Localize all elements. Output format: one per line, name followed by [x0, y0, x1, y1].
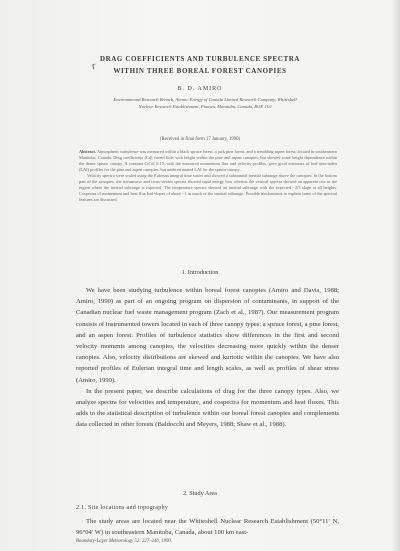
affiliation-line-1: Environmental Research Branch, Atomic Energy of Canada Limited Research Company, Whiteshell [113, 97, 297, 102]
author-affiliation [70, 97, 340, 110]
handwritten-mark: r [91, 61, 97, 73]
abstract-lead: Abstract. [79, 149, 97, 154]
paper-title-line-2: WITHIN THREE BOREAL FOREST CANOPIES [113, 67, 287, 75]
author-name: B. D. AMIRO [177, 86, 223, 92]
section-heading-introduction: 1. Introduction [181, 269, 219, 276]
subsection-heading: 2.1. Site locations and topography [76, 505, 169, 511]
received-date: (Received in final form 17 January, 1990) [159, 137, 241, 142]
affiliation-line-2: Nuclear Research Establishment, Pinawa, Manitoba, Canada, ROE 1L0 [138, 103, 272, 109]
paper-title-line-1: DRAG COEFFICIENTS AND TURBULENCE SPECTRA [99, 55, 301, 63]
journal-footer: Boundary-Layer Meteorology 52: 227–246, 1990. [76, 539, 173, 544]
introduction-paragraph-1: We have been studying turbulence within boreal forest canopies (Amiro and Davis, 1988; Amiro, 1990) as part of an ongoing program on dispersion of contaminants, in support of the Canadian nuclear fuel waste management program (Zach et al., 1987). Our measurement program consists of instrumented towers located in each of three canopy types: a spruce forest, a pine forest, and an aspen forest. Profiles of turbulence statistics show differences in the first and second velocity moments among canopies, the velocities decreasing more quickly within the denser canopies. Also, velocity distributions are skewed and kurtotic within the canopies. We have also reported profiles of Eulerian integral time and length scales, as well as profiles of shear stress (Amiro, 1990). [76, 287, 339, 384]
study-area-paragraph-1: The study areas are located near the Whiteshell Nuclear Research Establishment (50°11′ N, 96°04′ W) in southeastern Manitoba, Canada, about 100 km east- [76, 518, 339, 537]
introduction-body [76, 285, 339, 431]
abstract-paragraph-2: Velocity spectra were scaled using the Eulerian integral time scales and showed a substantial inertial subrange above the canopies. In the bottom part of the canopies, the streamwise and cross-stream spectra showed rapid energy loss whereas the vertical spectra showed an apparent rise in the region where the inertial subrange is expected. The temperature spectra showed an inertial subrange with the expected −2/3 slope at all heights. Cospectra of momentum and heat flux had slopes of about −1 in much of the inertial subrange. Possible mechanisms to explain some of the spectral features are discussed. [79, 173, 337, 203]
introduction-paragraph-2: In the present paper, we describe calculations of drag for the three canopy types. Also, we analyze spectra for velocities and temperature, and cospectra for momentum and heat fluxes. This adds to the statistical description of turbulence within our boreal forest canopies and complements data collected in other forests (Baldocchi and Meyers, 1988; Shaw et al., 1988). [76, 387, 339, 429]
section-heading-study-area: 2. Study Area [183, 490, 217, 497]
abstract-paragraph-1 [79, 149, 337, 173]
abstract [79, 149, 337, 203]
study-area-body [76, 516, 339, 538]
abstract-text-1: Atmospheric turbulence was measured within a black spruce forest, a jack pine forest, and a trembling aspen forest, located in southeastern Manitoba, Canada. Drag coefficients (Cd) varied little with height within the pine and aspen canopies, but showed some height dependence within the dense spruce canopy. A constant Cd of 0.15, with the measured momentum flux and velocity profiles, gave good estimates of leaf-area-index (LAI) profiles for the pine and aspen canopies, but underestimated LAI for the spruce canopy. [79, 149, 338, 173]
